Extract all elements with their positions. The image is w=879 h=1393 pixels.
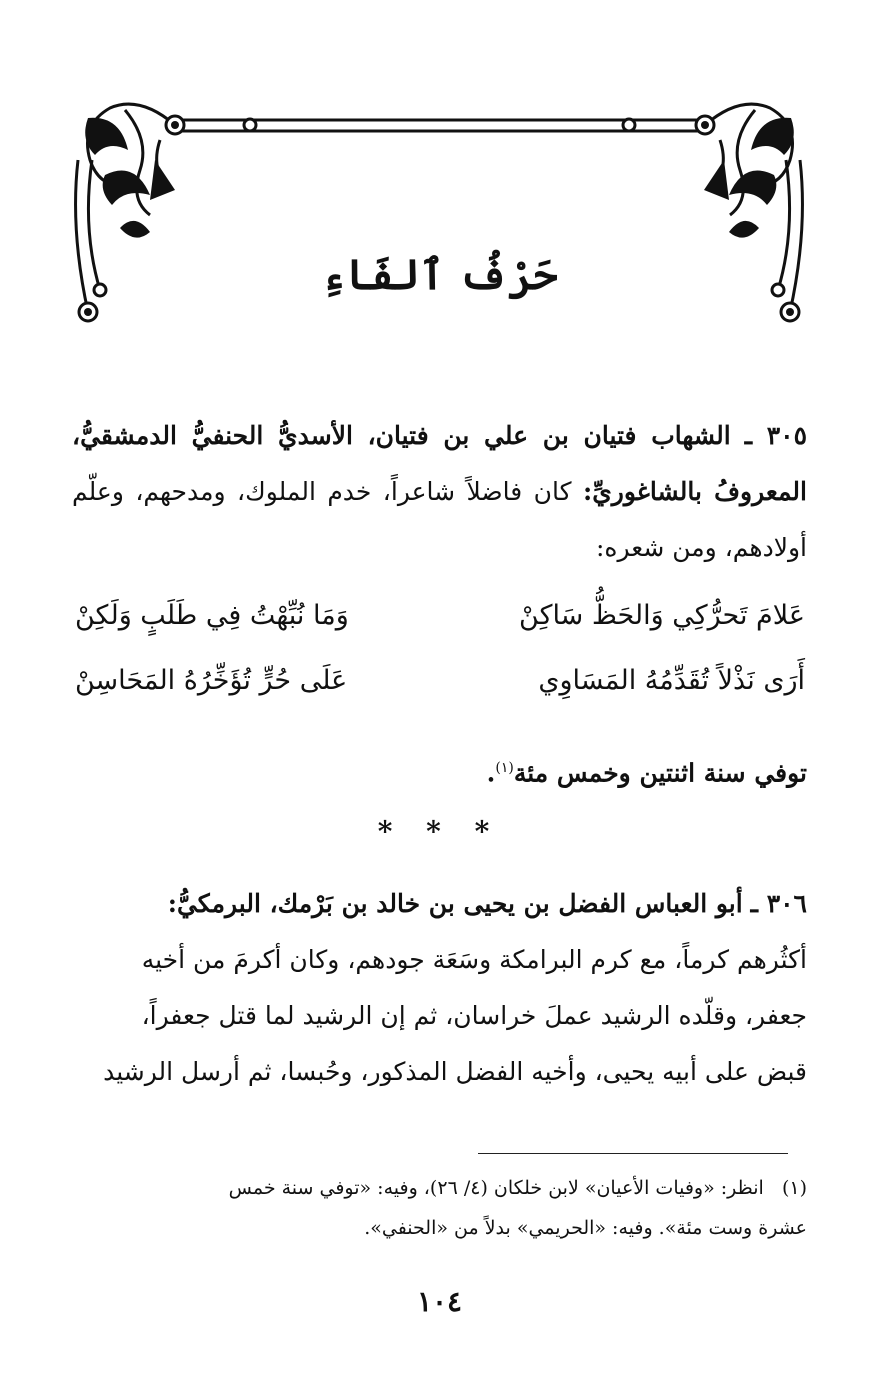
entry-number: ٣٠٦ ـ [750, 889, 807, 918]
footnote-line: عشرة وست مئة». وفيه: «الحريمي» بدلاً من «الحنفي». [364, 1217, 807, 1239]
header-ornament [0, 0, 879, 360]
entry-name: الشهاب فتيان بن علي بن فتيان، الأسديُّ الحنفيُّ الدمشقيُّ، المعروفُ بالشاغوريِّ: [72, 421, 807, 506]
verse-hemistich: عَلَى حُرٍّ تُؤَخِّرُهُ المَحَاسِنْ [75, 665, 348, 696]
page-number: ١٠٤ [416, 1285, 463, 1318]
verse-line [75, 665, 805, 725]
verse-hemistich: وَمَا نُبِّهْتُ فِي طَلَبٍ وَلَكِنْ [75, 600, 349, 631]
entry-306 [72, 876, 807, 1100]
verse-hemistich: أَرَى نَذْلاً تُقَدِّمُهُ المَسَاوِي [538, 665, 805, 696]
verse-line [75, 600, 805, 660]
entry-text: كان فاضلاً شاعراً، خدم الملوك، ومدحهم، وعلّم أولادهم، ومن شعره: [72, 477, 807, 562]
period: . [486, 758, 496, 788]
death-text: توفي سنة اثنتين وخمس مئة [513, 758, 807, 788]
text-line: أكثُرهم كرماً، مع كرم البرامكة وسَعَة جودهم، وكان أكرمَ من أخيه [141, 945, 807, 974]
entry-305 [72, 408, 807, 576]
footnote-ref: (١) [495, 760, 514, 776]
chapter-heading: حَرْفُ ٱلفَاءِ [321, 250, 558, 299]
text-line: قبض على أبيه يحيى، وأخيه الفضل المذكور، وحُبسا، ثم أرسل الرشيد [103, 1057, 807, 1086]
footnote-marker: (١) [781, 1177, 807, 1199]
death-note [72, 740, 807, 801]
separator-stars: * * * [377, 815, 502, 848]
verse-hemistich: عَلامَ تَحرُّكِي وَالحَظُّ سَاكِنْ [519, 600, 805, 631]
footnote-line: انظر: «وفيات الأعيان» لابن خلكان (٤/ ٢٦)، وفيه: «توفي سنة خمس [228, 1177, 764, 1199]
entry-number: ٣٠٥ ـ [744, 421, 808, 450]
text-line: جعفر، وقلّده الرشيد عملَ خراسان، ثم إن الرشيد لما قتل جعفراً، [141, 1001, 807, 1030]
footnote-rule [478, 1153, 788, 1154]
entry-name: أبو العباس الفضل بن يحيى بن خالد بن بَرْمك، البرمكيُّ: [167, 889, 743, 918]
footnote [72, 1168, 807, 1248]
